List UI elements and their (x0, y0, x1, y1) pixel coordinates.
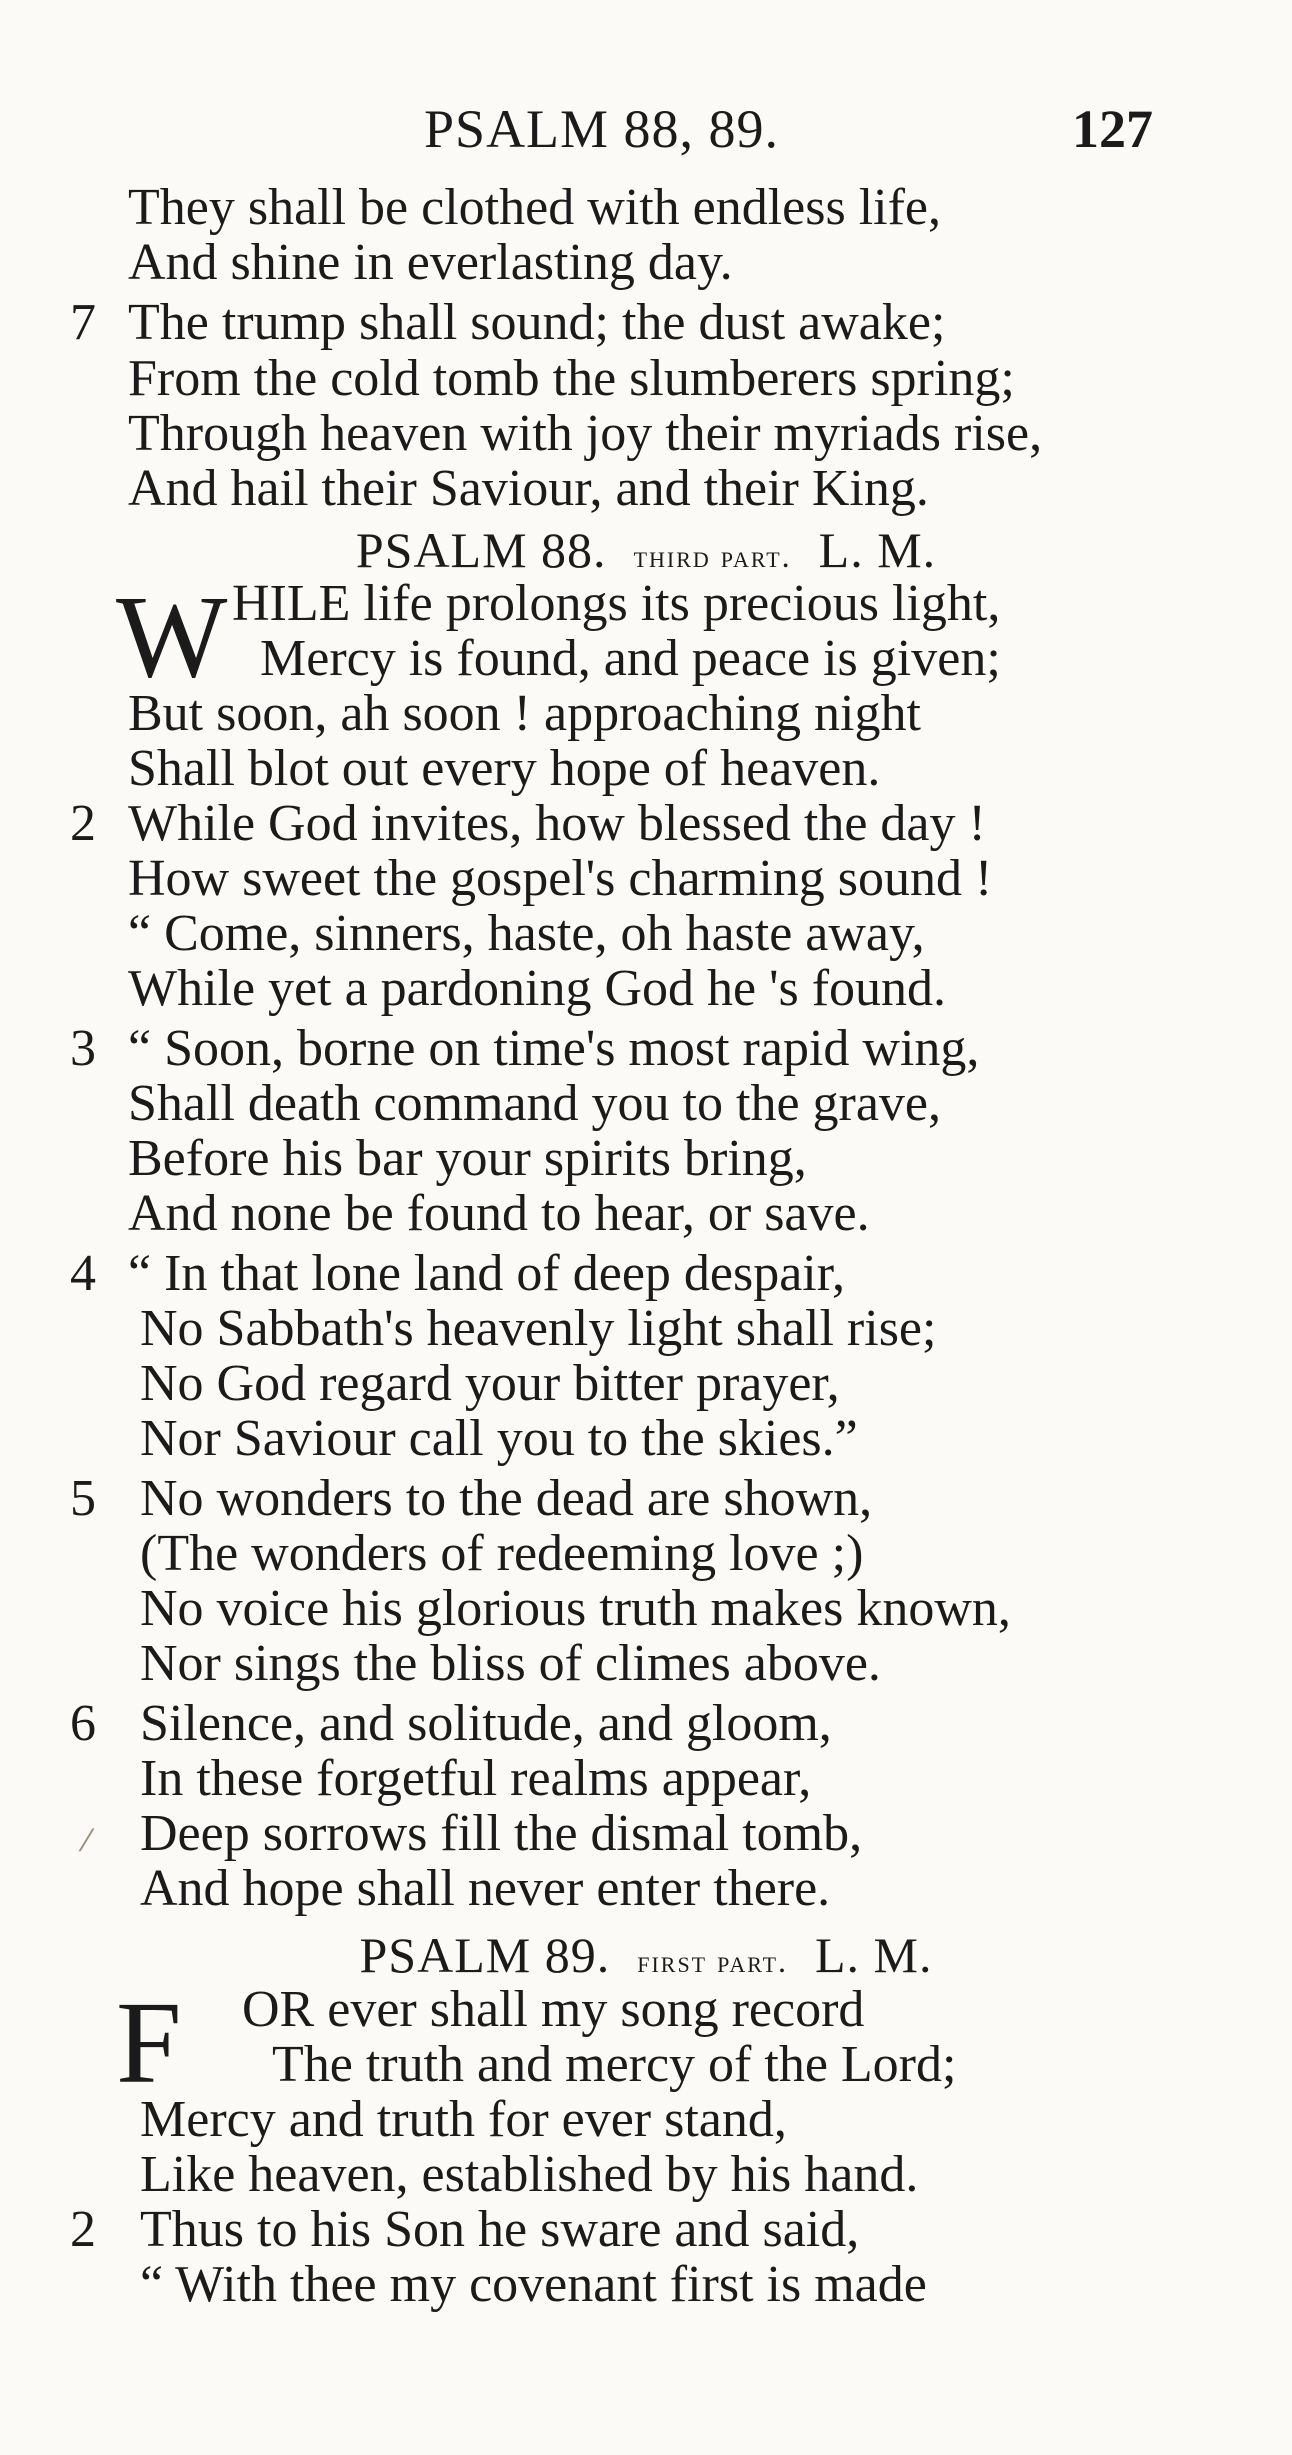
psalm-89-heading: PSALM 89. first part. L. M. (359, 1927, 933, 1983)
verse-line: Shall death command you to the grave, (128, 1075, 942, 1132)
verse-line: Through heaven with joy their myriads rise, (128, 405, 1043, 462)
verse-line: Like heaven, established by his hand. (140, 2146, 919, 2203)
verse-line: Thus to his Son he sware and said, (140, 2201, 860, 2258)
verse-line: “ Soon, borne on time's most rapid wing, (128, 1020, 980, 1077)
verse-line: No God regard your bitter prayer, (140, 1355, 840, 1412)
verse-line: The truth and mercy of the Lord; (272, 2036, 957, 2093)
verse-line: Nor sings the bliss of climes above. (140, 1635, 881, 1692)
verse-number: 4 (70, 1245, 96, 1302)
verse-line: No wonders to the dead are shown, (140, 1470, 873, 1527)
verse-number: 5 (70, 1470, 96, 1527)
page-number: 127 (1072, 99, 1153, 159)
pencil-mark-icon: ⁄ (84, 1824, 90, 1859)
verse-line: How sweet the gospel's charming sound ! (128, 850, 993, 907)
verse-line: Before his bar your spirits bring, (128, 1130, 807, 1187)
verse-line: Shall blot out every hope of heaven. (128, 740, 881, 797)
verse-line: But soon, ah soon ! approaching night (128, 685, 921, 742)
verse-line: While yet a pardoning God he 's found. (128, 960, 947, 1017)
running-head (0, 98, 1292, 168)
verse-line: And hope shall never enter there. (140, 1860, 831, 1917)
running-title: PSALM 88, 89. (424, 99, 780, 159)
dropcap-f: F (116, 1977, 182, 2108)
verse-number: 6 (70, 1695, 96, 1752)
verse-line: OR ever shall my song record (242, 1981, 865, 2038)
verse-line: Silence, and solitude, and gloom, (140, 1695, 832, 1752)
verse-number: 3 (70, 1020, 96, 1077)
verse-line: HILE life prolongs its precious light, (232, 575, 1001, 632)
verse-number: 2 (70, 2201, 96, 2258)
verse-number: 2 (70, 795, 96, 852)
verse-line: They shall be clothed with endless life, (128, 179, 942, 236)
verse-line: And none be found to hear, or save. (128, 1185, 870, 1242)
verse-line: “ In that lone land of deep despair, (128, 1245, 845, 1302)
verse-line: No voice his glorious truth makes known, (140, 1580, 1011, 1637)
psalm-88-heading: PSALM 88. third part. L. M. (355, 522, 937, 578)
verse-line: In these forgetful realms appear, (140, 1750, 812, 1807)
verse-line: And shine in everlasting day. (128, 234, 733, 291)
verse-line: From the cold tomb the slumberers spring; (128, 350, 1015, 407)
verse-number: 7 (70, 294, 96, 351)
verse-line: Mercy is found, and peace is given; (260, 630, 1001, 687)
verse-line: And hail their Saviour, and their King. (128, 460, 929, 517)
verse-line: Nor Saviour call you to the skies.” (140, 1410, 858, 1467)
dropcap-w: W (116, 571, 228, 702)
verse-line: “ Come, sinners, haste, oh haste away, (128, 905, 925, 962)
verse-line: (The wonders of redeeming love ;) (140, 1525, 864, 1582)
verse-line: The trump shall sound; the dust awake; (128, 294, 946, 351)
verse-line: Deep sorrows fill the dismal tomb, (140, 1805, 863, 1862)
verse-line: While God invites, how blessed the day ! (128, 795, 986, 852)
verse-line: No Sabbath's heavenly light shall rise; (140, 1300, 937, 1357)
verse-line: “ With thee my covenant first is made (140, 2256, 927, 2313)
verse-line: Mercy and truth for ever stand, (140, 2091, 787, 2148)
